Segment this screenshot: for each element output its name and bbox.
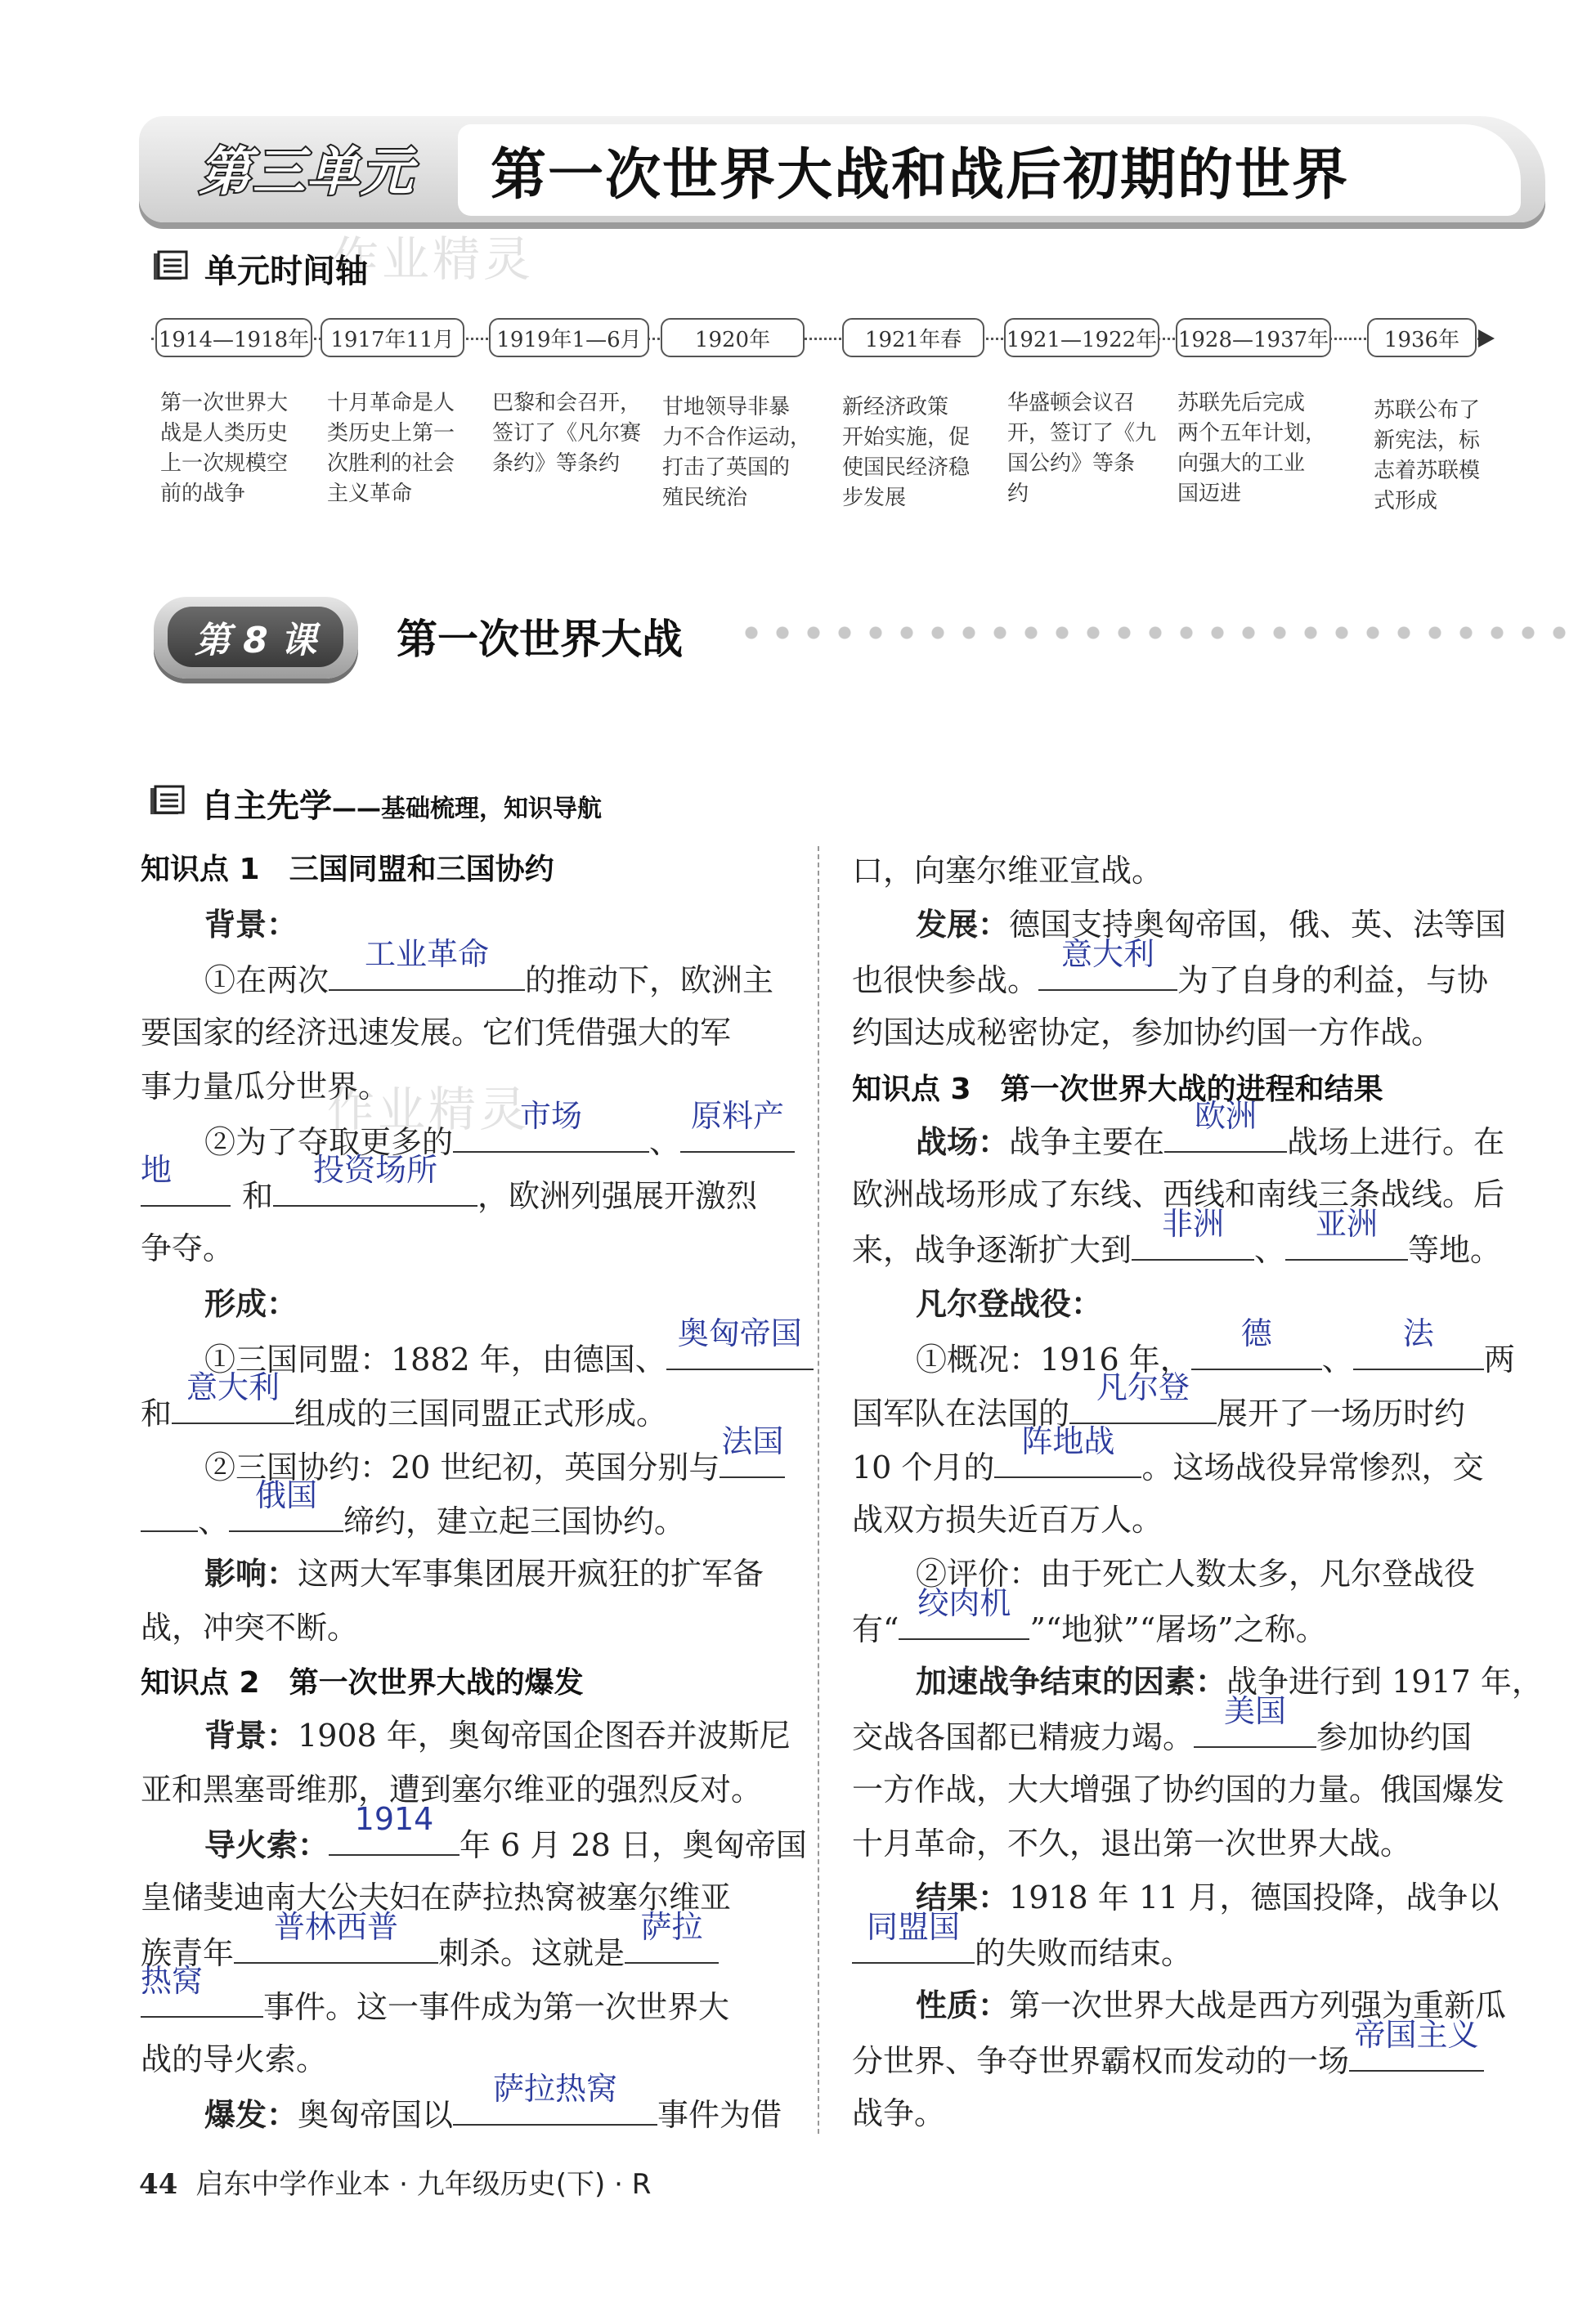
answer: 亚洲 [1316, 1206, 1379, 1242]
knowledge-point-1: 知识点 1 三国同盟和三国协约 [141, 853, 554, 886]
text-line: 影响：这两大军事集团展开疯狂的扩军备 [204, 1556, 764, 1592]
decorative-dots [736, 625, 1570, 641]
timeline-arrow-icon [1478, 329, 1495, 347]
timeline-date: 1917年11月 [321, 318, 464, 357]
text-line: 十月革命，不久，退出第一次世界大战。 [852, 1826, 1412, 1862]
timeline-date: 1920年 [661, 318, 805, 357]
timeline-desc: 苏联公布了 新宪法，标 志着苏联模 式形成 [1374, 398, 1481, 513]
text-line: 热窝 事件。这一事件成为第一次世界大 [141, 1978, 729, 2034]
timeline-desc: 巴黎和会召开， 签订了《凡尔赛 条约》等条约 [492, 391, 642, 476]
text-line: 欧洲战场形成了东线、西线和南线三条战线。后 [852, 1176, 1505, 1212]
text-line: 战双方损失近百万人。 [852, 1502, 1163, 1538]
study-heading: 自主先学——基础梳理，知识导航 [201, 787, 602, 825]
answer: 同盟国 [866, 1909, 960, 1945]
timeline-date: 1919年1—6月 [489, 318, 649, 357]
text-line: 有“ 绞肉机 ”“地狱”“屠场”之称。 [852, 1601, 1327, 1656]
text-line: 战争。 [852, 2095, 946, 2131]
timeline-desc: 十月革命是人 类历史上第一 次胜利的社会 主义革命 [327, 391, 455, 506]
answer: 市场 [520, 1098, 583, 1134]
timeline-desc: 新经济政策 开始实施，促 使国民经济稳 步发展 [842, 395, 971, 510]
text-line: 亚和黑塞哥维那，遭到塞尔维亚的强烈反对。 [141, 1772, 763, 1808]
timeline-desc: 甘地领导非暴 力不合作运动， 打击了英国的 殖民统治 [662, 395, 812, 510]
answer: 帝国主义 [1354, 2017, 1479, 2053]
text-line: 性质：第一次世界大战是西方列强为重新瓜 [916, 1987, 1507, 2023]
book-icon [149, 785, 186, 818]
timeline-desc: 华盛顿会议召 开，签订了《九 国公约》等条 约 [1007, 391, 1157, 506]
text-line: ①在两次 工业革命 的推动下，欧洲主 [204, 952, 773, 1007]
lesson-title: 第一次世界大战 [397, 616, 683, 663]
text-line: 也很快参战。 意大利 为了自身的利益，与协 [852, 952, 1488, 1007]
answer: 非洲 [1162, 1206, 1225, 1242]
book-title: 启东中学作业本 · 九年级历史(下) · R [195, 2168, 652, 2201]
answer: 意大利 [1061, 936, 1155, 972]
text-line: 背景：1908 年，奥匈帝国企图吞并波斯尼 [204, 1718, 791, 1754]
label: 形成： [204, 1286, 298, 1322]
answer: 奥匈帝国 [677, 1315, 802, 1351]
text-line: 事力量瓜分世界。 [141, 1069, 390, 1104]
answer: 欧洲 [1195, 1098, 1258, 1134]
text-line: 10 个月的 阵地战 。这场战役异常惨烈，交 [852, 1439, 1483, 1494]
text-line: 战，冲突不断。 [141, 1610, 359, 1646]
unit-tag: 第三单元 [199, 142, 415, 203]
timeline-date: 1921—1922年 [1004, 318, 1159, 357]
text-line: 一方作战，大大增强了协约国的力量。俄国爆发 [852, 1772, 1505, 1808]
answer: 萨拉 [640, 1909, 703, 1945]
answer: 热窝 [141, 1963, 204, 1999]
text-line: 同盟国 的失败而结束。 [852, 1924, 1192, 1980]
label: 凡尔登战役： [916, 1286, 1103, 1322]
text-line: ②为了夺取更多的 市场 、 原料产 [204, 1113, 795, 1169]
answer: 1914 [354, 1801, 434, 1837]
timeline-date: 1914—1918年 [155, 318, 312, 357]
text-line: 和 意大利 组成的三国同盟正式形成。 [141, 1385, 667, 1440]
text-line: 战的导火索。 [141, 2041, 328, 2077]
timeline-desc: 第一次世界大 战是人类历史 上一次规模空 前的战争 [160, 391, 289, 506]
page-footer [139, 2162, 651, 2202]
timeline-date: 1921年春 [842, 318, 984, 357]
text-line: 爆发：奥匈帝国以 萨拉热窝 事件为借 [204, 2086, 782, 2142]
text-line: 争夺。 [141, 1230, 235, 1266]
text-line: 族青年 普林西普 刺杀。这就是 萨拉 [141, 1924, 719, 1980]
lesson-tag: 第 8 课 [168, 607, 343, 667]
timeline-heading: 单元时间轴 [204, 253, 368, 290]
unit-title: 第一次世界大战和战后初期的世界 [491, 142, 1350, 208]
answer: 普林西普 [274, 1909, 399, 1945]
watermark: 作业精灵 [331, 231, 535, 287]
text-line: 要国家的经济迅速发展。它们凭借强大的军 [141, 1015, 732, 1051]
text-line: ①概况：1916 年， 德 、 法 两 [916, 1331, 1515, 1387]
text-line: 国军队在法国的 凡尔登 展开了一场历时约 [852, 1385, 1465, 1440]
label: 背景： [204, 907, 298, 943]
text-line: 交战各国都已精疲力竭。 美国 参加协约国 [852, 1709, 1472, 1764]
knowledge-point-2: 知识点 2 第一次世界大战的爆发 [141, 1666, 584, 1700]
text-line: ②三国协约：20 世纪初，英国分别与 法国 [204, 1439, 785, 1494]
answer: 绞肉机 [917, 1585, 1011, 1621]
watermark: 作业精灵 [327, 1082, 531, 1137]
text-line: 导火索： 1914 年 6 月 28 日，奥匈帝国 [204, 1817, 807, 1872]
timeline-date: 1928—1937年 [1176, 318, 1331, 357]
column-divider [818, 846, 819, 2134]
text-line: 口，向塞尔维亚宣战。 [852, 853, 1163, 889]
book-icon [152, 250, 190, 283]
timeline-desc: 苏联先后完成 两个五年计划， 向强大的工业 国迈进 [1177, 391, 1327, 506]
text-line: 来，战争逐渐扩大到 非洲 、 亚洲 等地。 [852, 1221, 1501, 1277]
text-line: 分世界、争夺世界霸权而发动的一场 帝国主义 [852, 2032, 1484, 2088]
answer: 阵地战 [1021, 1423, 1115, 1459]
answer: 投资场所 [313, 1152, 438, 1188]
page-number: 44 [139, 2168, 178, 2201]
timeline-date: 1936年 [1367, 318, 1477, 357]
knowledge-point-3: 知识点 3 第一次世界大战的进程和结果 [852, 1073, 1383, 1106]
text-line: 加速战争结束的因素：战争进行到 1917 年， [916, 1664, 1543, 1700]
answer: 法国 [721, 1423, 784, 1459]
text-line: 约国达成秘密协定，参加协约国一方作战。 [852, 1015, 1443, 1051]
unit-title-box [458, 124, 1521, 216]
answer: 法 [1402, 1315, 1434, 1351]
text-line: 皇储斐迪南大公夫妇在萨拉热窝被塞尔维亚 [141, 1880, 732, 1915]
text-line: ①三国同盟：1882 年，由德国、 奥匈帝国 [204, 1331, 814, 1387]
text-line: 地 和 投资场所 ，欧洲列强展开激烈 [141, 1167, 757, 1223]
text-line: 、 俄国 缔约，建立起三国协约。 [141, 1493, 685, 1548]
answer: 德 [1240, 1315, 1272, 1351]
answer: 原料产 [691, 1098, 785, 1134]
text-line: 结果：1918 年 11 月，德国投降，战争以 [916, 1880, 1500, 1915]
answer: 地 [141, 1152, 173, 1188]
answer: 俄国 [255, 1477, 318, 1513]
answer: 美国 [1224, 1693, 1287, 1729]
answer: 凡尔登 [1096, 1369, 1190, 1405]
text-line: ②评价：由于死亡人数太多，凡尔登战役 [916, 1556, 1476, 1592]
answer: 意大利 [186, 1369, 280, 1405]
text-line: 发展：德国支持奥匈帝国，俄、英、法等国 [916, 907, 1507, 943]
answer: 萨拉热窝 [493, 2071, 618, 2107]
text-line: 战场：战争主要在 欧洲 战场上进行。在 [916, 1113, 1504, 1169]
answer: 工业革命 [365, 936, 490, 972]
